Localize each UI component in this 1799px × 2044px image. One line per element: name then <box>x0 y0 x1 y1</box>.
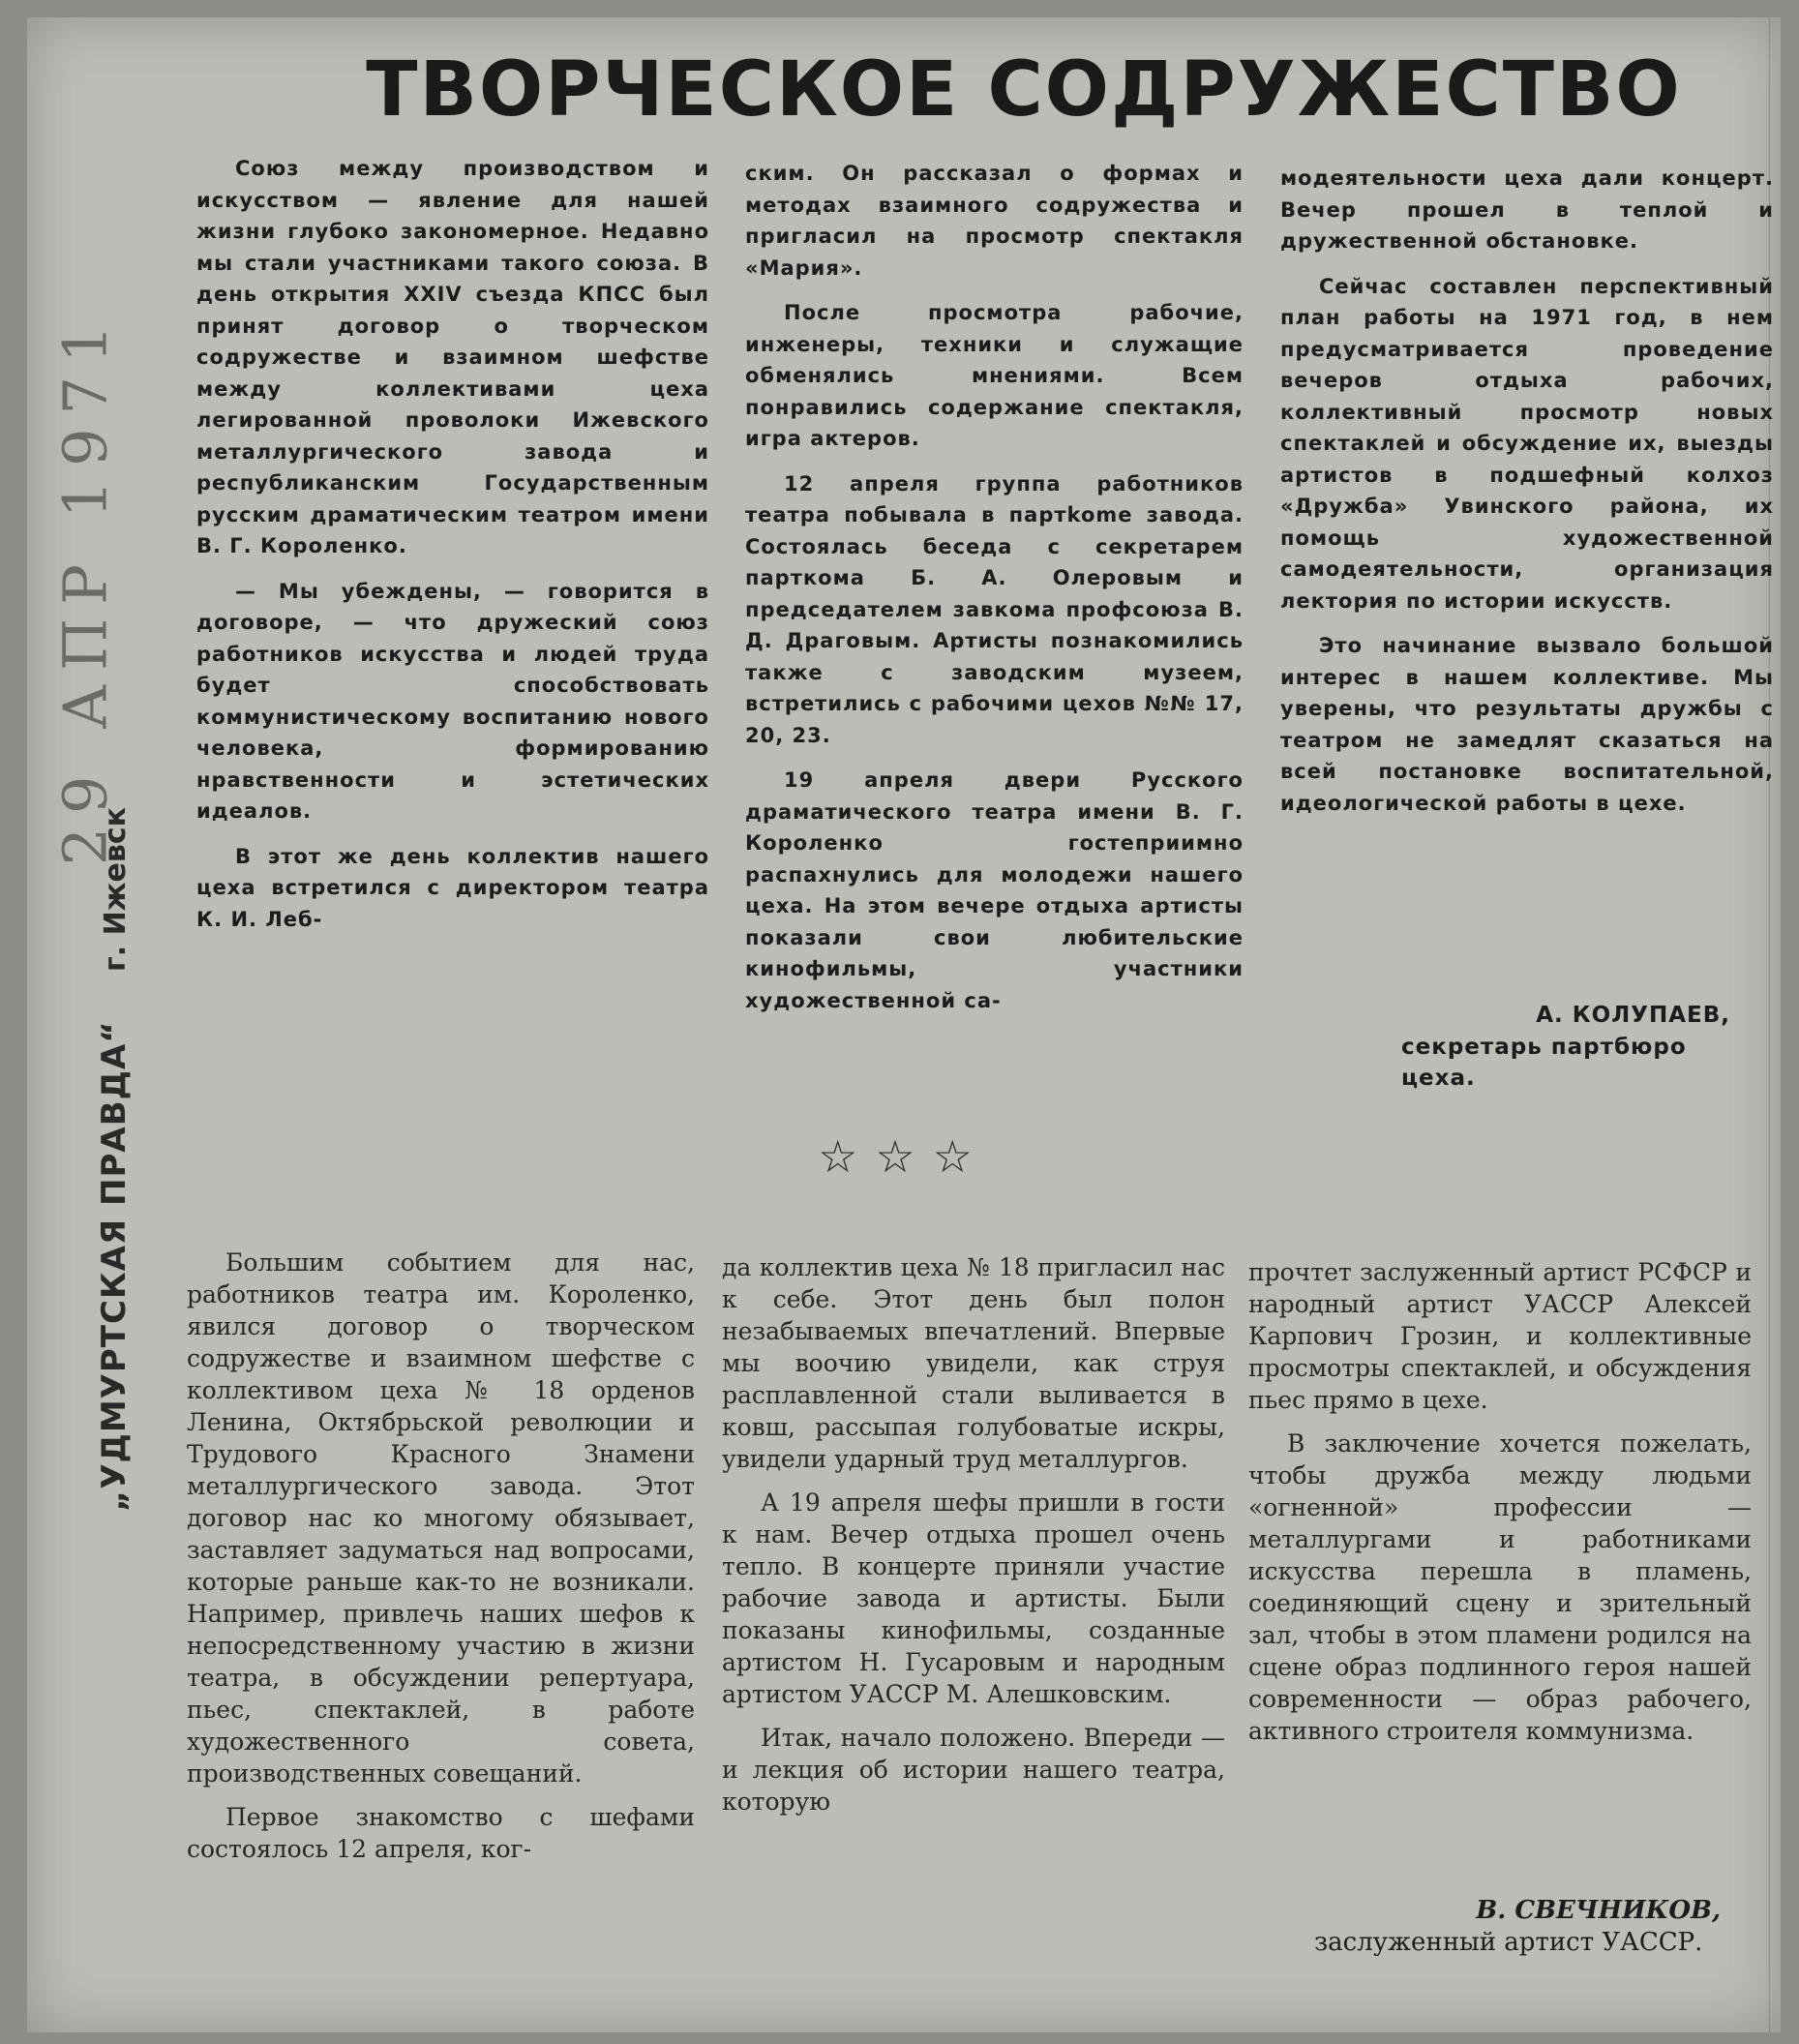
paragraph: модеятельности цеха дали концерт. Вечер прошел в теплой и дружественной обстановке. <box>1280 166 1774 253</box>
paragraph: В заключение хочется пожелать, чтобы дружба между людьми «огненной» профессии — металлургами и работниками искусства перешла в пламень, соединяющий сцену и зрительный зал, чтобы в этом пламени родился на сцене образ подлинного героя нашей современности — образ рабочего, активного строителя коммунизма. <box>1248 1429 1752 1745</box>
paragraph: прочтет заслуженный артист РСФСР и народный артист УАССР Алексей Карпович Грозин, и коллективные просмотры спектаклей, и обсуждения пьес прямо в цехе. <box>1248 1258 1752 1414</box>
paragraph: ским. Он рассказал о формах и методах взаимного содружества и пригласил на просмотр спектакля «Мария». <box>745 162 1244 280</box>
newspaper-name: „УДМУРТСКАЯ ПРАВДА“ <box>95 1020 134 1513</box>
paragraph: Сейчас составлен перспективный план работы на 1971 год, в нем предусматривается проведение вечеров отдыха рабочих, коллективный просмотр новых спектаклей и обсуждение их, выезды артистов в подшефный колхоз «Дружба» Увинского района, их помощь художественной самодеятельности, организация лектория по истории искусств. <box>1280 274 1774 613</box>
author-role: заслуженный артист УАССР. <box>1314 1928 1703 1957</box>
paragraph: А 19 апреля шефы пришли в гости к нам. Вечер отдыха прошел очень тепло. В концерте приняли участие рабочие завода и артисты. Были показаны кинофильмы, созданные артистом Н. Гусаровым и народным артистом УАССР М. Алешковским. <box>722 1488 1225 1708</box>
paragraph: Первое знакомство с шефами состоялось 12 апреля, ког- <box>187 1803 695 1863</box>
paragraph: После просмотра рабочие, инженеры, техники и служащие обменялись мнениями. Всем понравились содержание спектакля, игра актеров. <box>745 301 1244 450</box>
date-stamp: 29 АПР 1971 <box>49 311 121 866</box>
article2-signature <box>1314 1895 1721 1959</box>
paragraph: Итак, начало положено. Впереди — и лекция об истории нашего театра, которую <box>722 1724 1225 1816</box>
article1-column-2 <box>745 158 1244 1016</box>
article2-column-1 <box>187 1247 695 1865</box>
author-role: секретарь партбюро цеха. <box>1401 1034 1687 1091</box>
article1-column-1 <box>196 153 709 935</box>
paragraph: да коллектив цеха № 18 пригласил нас к себе. Этот день был полон незабываемых впечатлений. Впервые мы воочию увидели, как струя расплавленной стали выливается в ковш, рассыпая голубоватые искры, увидели ударный труд металлургов. <box>722 1253 1225 1473</box>
paragraph: Это начинание вызвало большой интерес в нашем коллективе. Мы уверены, что результаты дружбы с театром не замедлят сказаться на всей постановке воспитательной, идеологической работы в цехе. <box>1280 634 1774 815</box>
paragraph: — Мы убеждены, — говорится в договоре, — что дружеский союз работников искусства и людей труда будет способствовать коммунистическому воспитанию нового человека, формированию нравственности и эстетических идеалов. <box>196 579 709 823</box>
paragraph: 19 апреля двери Русского драматического театра имени В. Г. Короленко гостеприимно распахнулись для молодежи нашего цеха. На этом вечере отдыха артисты показали свои любительские кинофильмы, участники художественной са- <box>745 768 1244 1012</box>
article2-column-2 <box>722 1251 1225 1818</box>
article2-column-3 <box>1248 1256 1752 1747</box>
paragraph: В этот же день коллектив нашего цеха встретился с директором театра К. И. Леб- <box>196 844 709 931</box>
article1-signature <box>1363 1000 1730 1095</box>
article1-column-3 <box>1280 163 1774 819</box>
page-title: ТВОРЧЕСКОЕ СОДРУЖЕСТВО <box>366 46 1682 134</box>
paragraph: 12 апреля группа работников театра побывала в партkome завода. Состоялась беседа с секретарем парткома Б. А. Олеровым и председателем завкома профсоюза В. Д. Драговым. Артисты познакомились также с заводским музеем, встретились с рабочими цехов №№ 17, 20, 23. <box>745 471 1244 747</box>
section-divider: ☆☆☆ <box>818 1130 990 1183</box>
author-name: В. СВЕЧНИКОВ, <box>1476 1896 1721 1925</box>
paragraph: Большим событием для нас, работников театра им. Короленко, явился договор о творческом содружестве и взаимном шефстве с коллективом цеха № 18 орденов Ленина, Октябрьской революции и Трудового Красного Знамени металлургического завода. Этот договор нас ко многому обязывает, заставляет задуматься над вопросами, которые раньше как-то не возникали. Например, привлечь наших шефов к непосредственному участию в жизни театра, в обсуждении репертуара, пьес, спектаклей, в работе художественного совета, производственных совещаний. <box>187 1248 695 1788</box>
paragraph: Союз между производством и искусством — явление для нашей жизни глубоко закономерное. Недавно мы стали участниками такого союза. В день открытия XXIV съезда КПСС был принят договор о творческом содружестве и взаимном шефстве между коллективами цеха легированной проволоки Ижевского металлургического завода и республиканским Государственным русским драматическим театром имени В. Г. Короленко. <box>196 157 709 557</box>
newspaper-city: г. Ижевск <box>99 806 133 972</box>
author-name: А. КОЛУПАЕВ, <box>1536 1003 1730 1028</box>
newspaper-clipping <box>27 17 1781 2032</box>
